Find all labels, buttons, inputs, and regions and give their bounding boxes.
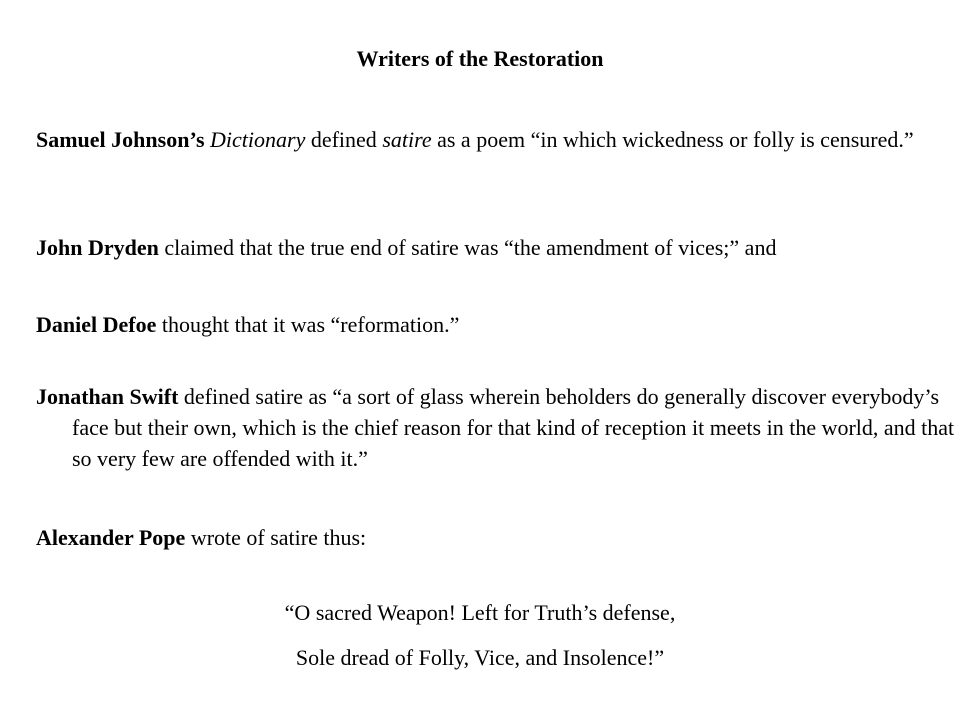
defoe-text: thought that it was “reformation.” bbox=[156, 312, 460, 337]
swift-text: defined satire as “a sort of glass wherein beholders do generally discover everybody’s face but their own, which is the chief reason for that kind of reception it meets in the world, and that so very few are offended with it.” bbox=[72, 384, 955, 471]
johnson-paragraph bbox=[36, 124, 960, 155]
dryden-paragraph bbox=[36, 232, 960, 263]
pope-paragraph bbox=[36, 522, 960, 553]
swift-paragraph bbox=[36, 381, 960, 474]
johnson-text-1: defined bbox=[305, 127, 383, 152]
quote-line-1: “O sacred Weapon! Left for Truth’s defense, bbox=[284, 600, 676, 625]
pope-name: Alexander Pope bbox=[36, 525, 186, 550]
johnson-work-title: Dictionary bbox=[210, 127, 306, 152]
quote-line-2: Sole dread of Folly, Vice, and Insolence!” bbox=[295, 645, 665, 670]
johnson-text-2: as a poem “in which wickedness or folly is censured.” bbox=[431, 127, 914, 152]
dryden-text: claimed that the true end of satire was “the amendment of vices;” and bbox=[158, 235, 777, 260]
slide-title: Writers of the Restoration bbox=[356, 46, 604, 71]
pope-text: wrote of satire thus: bbox=[185, 525, 367, 550]
swift-name: Jonathan Swift bbox=[36, 384, 179, 409]
johnson-term: satire bbox=[382, 127, 432, 152]
defoe-paragraph bbox=[36, 309, 960, 340]
dryden-name: John Dryden bbox=[36, 235, 159, 260]
johnson-name: Samuel Johnson’s bbox=[36, 127, 205, 152]
defoe-name: Daniel Defoe bbox=[36, 312, 157, 337]
